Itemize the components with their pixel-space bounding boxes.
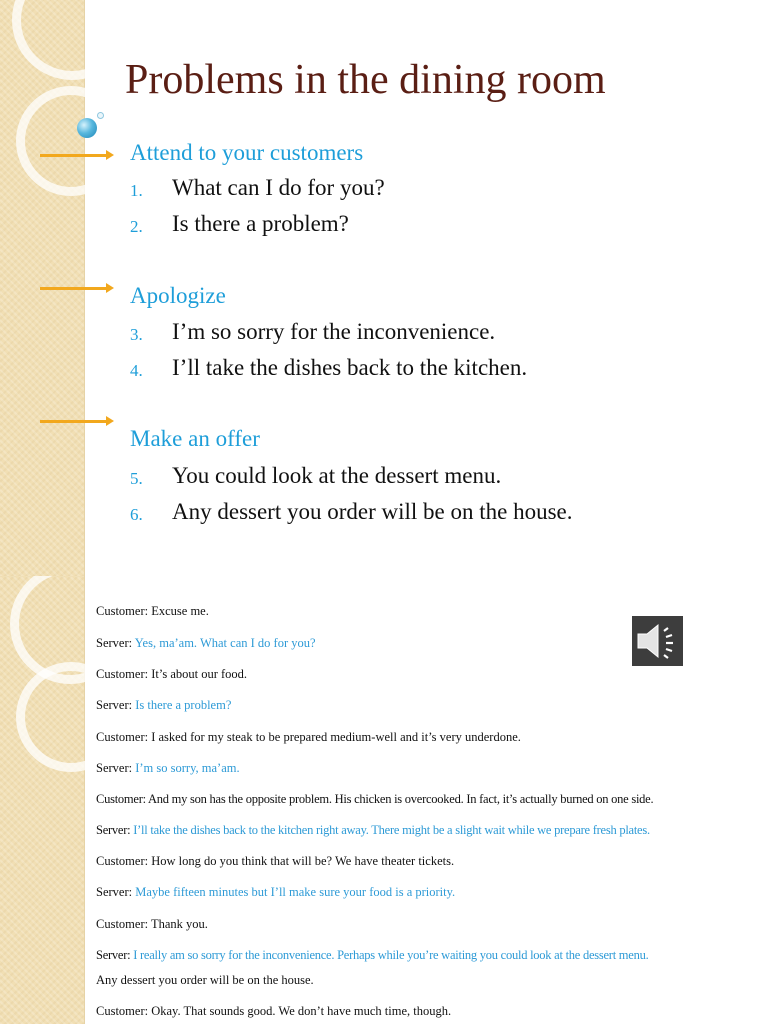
dialogue-text: Maybe fifteen minutes but I’ll make sure your food is a priority. bbox=[135, 885, 456, 899]
slide-title: Problems in the dining room bbox=[125, 57, 606, 103]
speaker-label: Server: bbox=[96, 698, 133, 712]
speaker-label: Customer: bbox=[96, 667, 149, 681]
arrow-icon bbox=[40, 287, 110, 290]
speaker-label: Customer: bbox=[96, 604, 149, 618]
dialogue-line bbox=[96, 917, 208, 932]
dialogue-line bbox=[96, 792, 653, 807]
speaker-label: Customer: bbox=[96, 917, 149, 931]
dialogue-text: Is there a problem? bbox=[135, 698, 232, 712]
dialogue-line bbox=[96, 854, 454, 869]
speaker-label: Customer: bbox=[96, 730, 149, 744]
dialogue-text: How long do you think that will be? We have theater tickets. bbox=[151, 854, 455, 868]
dialogue-text: Thank you. bbox=[151, 917, 208, 931]
dialogue-line bbox=[96, 636, 316, 651]
speaker-icon-graphic bbox=[632, 616, 683, 666]
item-number: 5. bbox=[130, 469, 143, 488]
dialogue-text: I’ll take the dishes back to the kitchen right away. There might be a slight wait while we prepare fresh plates. bbox=[133, 823, 650, 837]
speaker-label: Server: bbox=[96, 636, 133, 650]
dialogue-line bbox=[96, 604, 209, 619]
dialogue-text: I’m so sorry, ma’am. bbox=[135, 761, 240, 775]
dialogue-text: Okay. That sounds good. We don’t have much time, though. bbox=[151, 1004, 452, 1018]
arrow-icon bbox=[40, 420, 110, 423]
item-text: What can I do for you? bbox=[172, 175, 385, 200]
speaker-label: Customer: bbox=[96, 792, 146, 806]
decorative-ring bbox=[12, 0, 132, 80]
item-number: 1. bbox=[130, 181, 143, 200]
dialogue-line bbox=[96, 885, 455, 900]
decorative-ring bbox=[16, 86, 126, 196]
dialogue-text: It’s about our food. bbox=[151, 667, 248, 681]
item-number: 3. bbox=[130, 325, 143, 344]
slide-2 bbox=[0, 576, 768, 1024]
speaker-label: Server: bbox=[96, 761, 133, 775]
item-number: 6. bbox=[130, 505, 143, 524]
speaker-label: Server: bbox=[96, 948, 131, 962]
dialogue-text: I really am so sorry for the inconvenience. Perhaps while you’re waiting you could look at the dessert menu. bbox=[133, 948, 649, 962]
decorative-orb bbox=[77, 118, 97, 138]
dialogue-line bbox=[96, 1004, 451, 1019]
dialogue-line bbox=[96, 823, 650, 838]
dialogue-text: And my son has the opposite problem. His chicken is overcooked. In fact, it’s actually burned on one side. bbox=[148, 792, 654, 806]
item-text: Any dessert you order will be on the house. bbox=[172, 499, 573, 524]
speaker-label: Server: bbox=[96, 885, 133, 899]
dialogue-text: I asked for my steak to be prepared medium-well and it’s very underdone. bbox=[151, 730, 521, 744]
speaker-label: Customer: bbox=[96, 854, 149, 868]
arrow-icon bbox=[40, 154, 110, 157]
item-text: Is there a problem? bbox=[172, 211, 349, 236]
dialogue-line bbox=[96, 730, 521, 745]
speaker-icon[interactable] bbox=[632, 616, 683, 666]
dialogue-text: Yes, ma’am. What can I do for you? bbox=[134, 636, 316, 650]
dialogue-line bbox=[96, 667, 247, 682]
section-heading: Attend to your customers bbox=[130, 140, 364, 165]
dialogue-text: Excuse me. bbox=[151, 604, 209, 618]
item-text: I’m so sorry for the inconvenience. bbox=[172, 319, 496, 344]
section-heading: Apologize bbox=[130, 283, 226, 308]
decorative-side-strip bbox=[0, 576, 85, 1024]
decorative-orb-small bbox=[97, 112, 104, 119]
dialogue-line bbox=[96, 948, 648, 963]
item-text: You could look at the dessert menu. bbox=[172, 463, 502, 488]
item-number: 2. bbox=[130, 217, 143, 236]
dialogue-line bbox=[96, 761, 240, 776]
dialogue-continuation: Any dessert you order will be on the house. bbox=[96, 973, 314, 987]
speaker-label: Customer: bbox=[96, 1004, 149, 1018]
section-heading: Make an offer bbox=[130, 426, 260, 451]
item-text: I’ll take the dishes back to the kitchen. bbox=[172, 355, 528, 380]
dialogue-line bbox=[96, 698, 231, 713]
item-number: 4. bbox=[130, 361, 143, 380]
speaker-label: Server: bbox=[96, 823, 131, 837]
